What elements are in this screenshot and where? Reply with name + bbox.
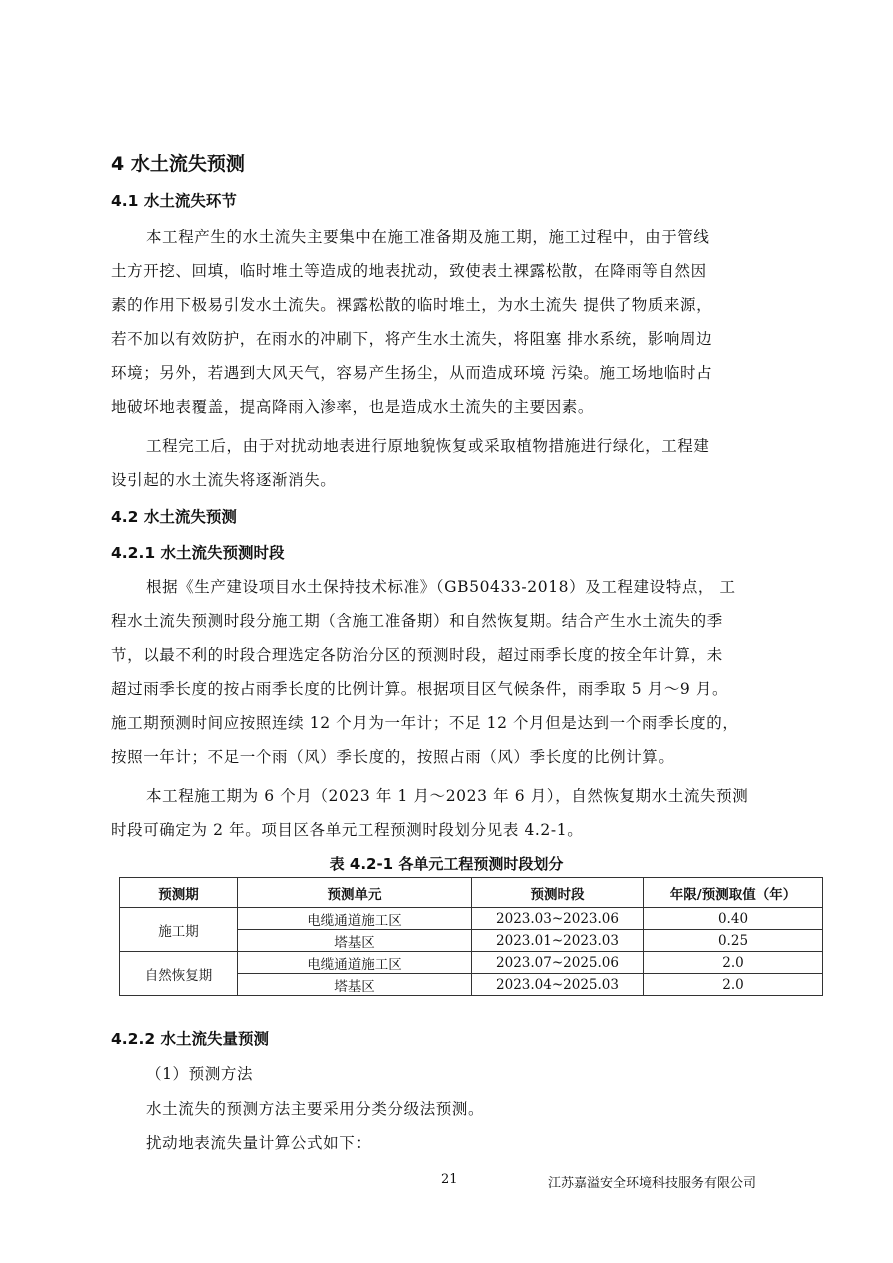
section-heading-4-2-2: 4.2.2 水土流失量预测 — [111, 1030, 270, 1048]
chapter-heading: 4 水土流失预测 — [111, 153, 245, 175]
section-heading-4-2: 4.2 水土流失预测 — [111, 508, 237, 526]
unit-cell: 电缆通道施工区 — [238, 952, 472, 974]
paragraph-line: 节，以最不利的时段合理选定各防治分区的预测时段，超过雨季长度的按全年计算，未 — [111, 646, 723, 664]
paragraph-line: 水土流失的预测方法主要采用分类分级法预测。 — [146, 1100, 485, 1118]
table-header-cell: 预测期 — [120, 878, 238, 908]
table-header-row — [120, 878, 823, 908]
value-cell: 0.25 — [644, 930, 823, 952]
table-row — [120, 908, 823, 930]
unit-cell: 电缆通道施工区 — [238, 908, 472, 930]
prediction-period-table — [119, 877, 823, 996]
paragraph-line: 时段可确定为 2 年。项目区各单元工程预测时段划分见表 4.2-1。 — [111, 821, 584, 839]
paragraph-line: 本工程产生的水土流失主要集中在施工准备期及施工期，施工过程中，由于管线 — [146, 228, 710, 246]
paragraph-line: 工程完工后，由于对扰动地表进行原地貌恢复或采取植物措施进行绿化，工程建 — [146, 437, 710, 455]
paragraph-line: 设引起的水土流失将逐渐消失。 — [111, 471, 337, 489]
paragraph-line: 环境；另外，若遇到大风天气，容易产生扬尘，从而造成环境 污染。施工场地临时占 — [111, 364, 713, 382]
paragraph-line: 程水土流失预测时段分施工期（含施工准备期）和自然恢复期。结合产生水土流失的季 — [111, 612, 723, 630]
range-cell: 2023.01~2023.03 — [472, 930, 644, 952]
table-caption: 表 4.2-1 各单元工程预测时段划分 — [329, 855, 564, 873]
value-cell: 0.40 — [644, 908, 823, 930]
unit-cell: 塔基区 — [238, 974, 472, 996]
value-cell: 2.0 — [644, 952, 823, 974]
paragraph-line: 施工期预测时间应按照连续 12 个月为一年计；不足 12 个月但是达到一个雨季长度的， — [111, 714, 739, 732]
paragraph-line: （1）预测方法 — [146, 1065, 254, 1083]
paragraph-line: 地破坏地表覆盖，提高降雨入渗率，也是造成水土流失的主要因素。 — [111, 398, 595, 416]
table-header-cell: 年限/预测取值（年） — [644, 878, 823, 908]
value-cell: 2.0 — [644, 974, 823, 996]
paragraph-line: 根据《生产建设项目水土保持技术标准》（GB50433-2018）及工程建设特点， 工 — [146, 578, 736, 596]
paragraph-line: 超过雨季长度的按占雨季长度的比例计算。根据项目区气候条件，雨季取 5 月～9 月。 — [111, 680, 729, 698]
paragraph-line: 土方开挖、回填，临时堆土等造成的地表扰动，致使表土裸露松散，在降雨等自然因 — [111, 262, 707, 280]
paragraph-line: 素的作用下极易引发水土流失。裸露松散的临时堆土，为水土流失 提供了物质来源， — [111, 296, 713, 314]
period-cell: 自然恢复期 — [120, 952, 238, 996]
paragraph-line: 扰动地表流失量计算公式如下： — [146, 1134, 372, 1152]
unit-cell: 塔基区 — [238, 930, 472, 952]
range-cell: 2023.03~2023.06 — [472, 908, 644, 930]
period-cell: 施工期 — [120, 908, 238, 952]
range-cell: 2023.07~2025.06 — [472, 952, 644, 974]
paragraph-line: 若不加以有效防护，在雨水的冲刷下，将产生水土流失，将阻塞 排水系统，影响周边 — [111, 330, 713, 348]
table-header-cell: 预测单元 — [238, 878, 472, 908]
table-header-cell: 预测时段 — [472, 878, 644, 908]
paragraph-line: 本工程施工期为 6 个月（2023 年 1 月～2023 年 6 月），自然恢复期水土流失预测 — [146, 787, 749, 805]
range-cell: 2023.04~2025.03 — [472, 974, 644, 996]
paragraph-line: 按照一年计；不足一个雨（风）季长度的，按照占雨（风）季长度的比例计算。 — [111, 748, 675, 766]
section-heading-4-2-1: 4.2.1 水土流失预测时段 — [111, 544, 285, 562]
page-number: 21 — [441, 1172, 458, 1187]
footer-company: 江苏嘉溢安全环境科技服务有限公司 — [548, 1176, 757, 1191]
table-row — [120, 952, 823, 974]
section-heading-4-1: 4.1 水土流失环节 — [111, 192, 237, 210]
